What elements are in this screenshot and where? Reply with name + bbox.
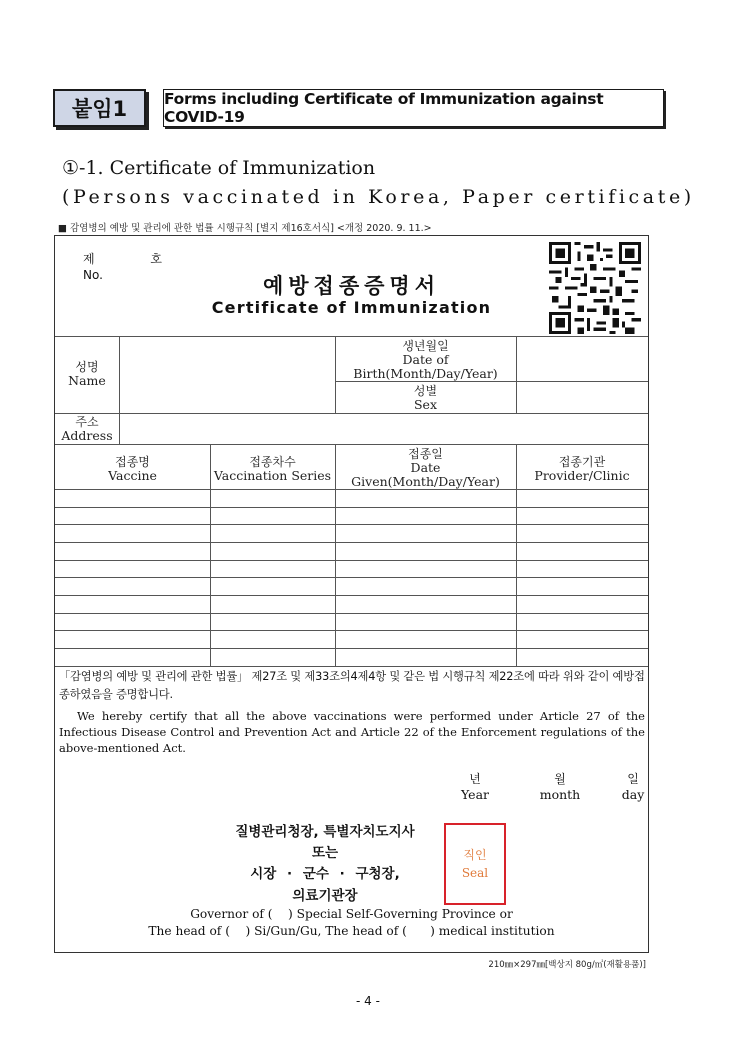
form-header: [55, 236, 648, 336]
table-row: [55, 613, 648, 614]
table-row: [55, 648, 648, 649]
signer-en-line2: The head of ( ) Si/Gun/Gu, The head of ( ) medical institution: [148, 924, 555, 938]
divider: [55, 489, 648, 490]
paper-spec: 210㎜×297㎜[백상지 80g/㎡(재활용품)]: [488, 960, 646, 970]
table-row: [55, 595, 648, 596]
table-row: [55, 524, 648, 525]
seal-box: [444, 823, 506, 905]
divider: [55, 336, 648, 337]
divider: [119, 336, 120, 444]
column-header-provider: 접종기관 Provider/Clinic: [534, 455, 630, 483]
name-label: 성명 Name: [68, 360, 106, 388]
table-row: [55, 560, 648, 561]
table-row: [55, 577, 648, 578]
divider: [335, 381, 648, 382]
signer-ko-line3: 시장 · 군수 · 구청장,: [250, 866, 400, 882]
certificate-title-ko: 예방접종증명서: [262, 274, 440, 298]
seal-label-ko: 직인: [463, 848, 487, 862]
table-row: [55, 542, 648, 543]
signer-ko-line4: 의료기관장: [292, 888, 358, 904]
divider: [55, 666, 648, 667]
address-label: 주소 Address: [61, 415, 113, 443]
sex-label: 성별 Sex: [413, 384, 438, 412]
attachment-title: Forms including Certificate of Immunization against COVID-19: [163, 89, 664, 127]
date-year: 년 Year: [461, 772, 489, 802]
qr-code-icon: [545, 242, 645, 334]
signer-ko-line2: 또는: [311, 845, 339, 861]
section-subtitle: (Persons vaccinated in Korea, Paper certificate): [62, 186, 695, 208]
statement-ko: 「감염병의 예방 및 관리에 관한 법률」 제27조 및 제33조의4제4항 및 같은 법 시행규칙 제22조에 따라 위와 같이 예방접종하였음을 증명합니다.: [59, 670, 645, 701]
column-header-date: 접종일 Date Given(Month/Day/Year): [351, 447, 500, 489]
certificate-title-en: Certificate of Immunization: [211, 298, 492, 317]
page-number: - 4 -: [356, 994, 380, 1008]
number-label-ko: 제 호: [83, 252, 188, 266]
table-row: [55, 630, 648, 631]
divider: [55, 413, 648, 414]
divider: [516, 336, 517, 413]
table-row: [55, 507, 648, 508]
date-month: 월 month: [539, 772, 581, 802]
date-day: 일 day: [621, 772, 645, 802]
divider: [55, 444, 648, 445]
signer-en-line1: Governor of ( ) Special Self-Governing Province or: [190, 907, 513, 921]
number-label-en: No.: [83, 268, 103, 282]
column-header-series: 접종차수 Vaccination Series: [213, 455, 332, 483]
dob-label: 생년월일 Date of Birth(Month/Day/Year): [353, 339, 498, 381]
signer-ko-line1: 질병관리청장, 특별자치도지사: [235, 824, 415, 840]
seal-label-en: Seal: [461, 866, 489, 880]
column-header-vaccine: 접종명 Vaccine: [108, 455, 157, 483]
statement-en: We hereby certify that all the above vaccinations were performed under Article 27 of the Infectious Disease Control and Prevention Act and Article 22 of the Enforcement regulations of the above-mentioned Act.: [59, 709, 645, 755]
section-title: ①-1. Certificate of Immunization: [62, 157, 376, 179]
attachment-tag: 붙임1: [53, 89, 146, 127]
certificate-form: [54, 235, 649, 953]
legal-note: ■ 감염병의 예방 및 관리에 관한 법률 시행규칙 [별지 제16호서식] <개정 2020. 9. 11.>: [58, 223, 432, 234]
